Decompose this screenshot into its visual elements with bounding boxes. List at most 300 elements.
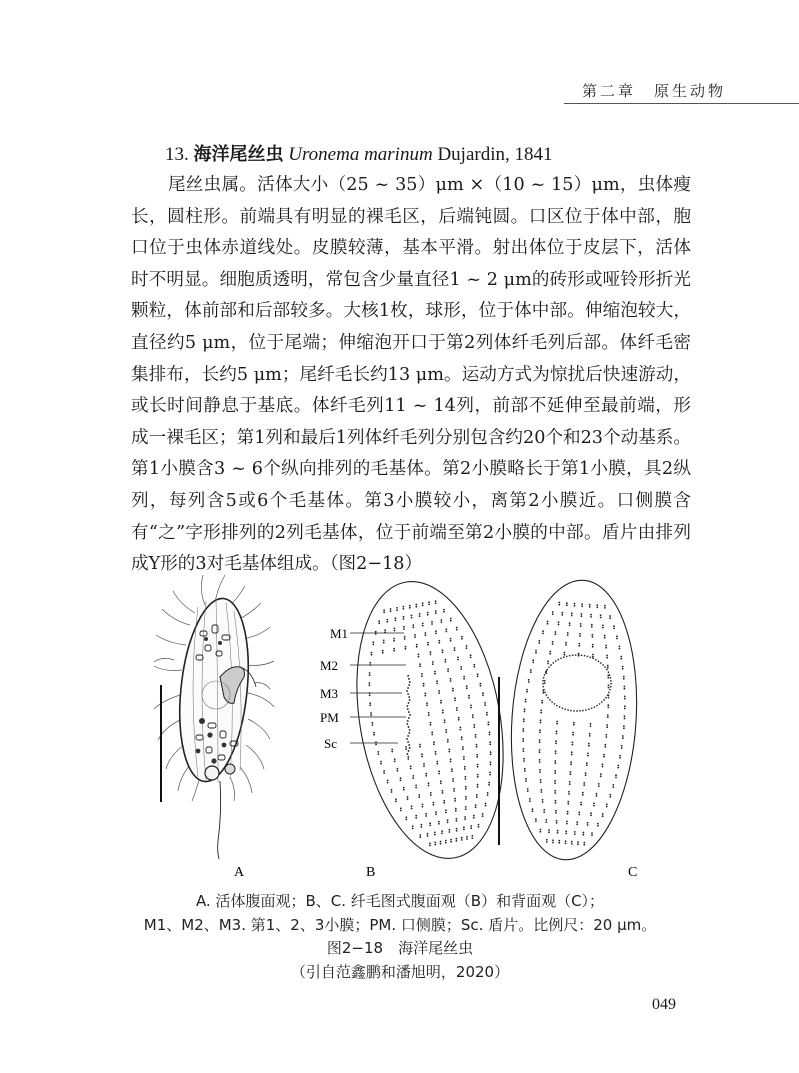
kinetid-dot [582,794,584,796]
kinetid-dot [411,615,413,617]
kinetid-dot [423,765,425,767]
kinetid-dot [567,801,569,803]
kinetid-dot [412,775,414,777]
kinetid-dot [613,628,615,630]
kinetid-dot [369,674,371,676]
kinetid-dot [622,668,624,670]
kinetid-dot [487,794,489,796]
kinetid-dot [471,835,473,837]
kinetid-dot [459,727,461,729]
kinetid-dot [583,782,585,784]
kinetid-dot [468,695,470,697]
kinetid-dot [391,791,393,793]
kinetid-dot [383,770,385,772]
kinetid-dot [484,704,486,706]
kinetid-dot [477,776,479,778]
kinetid-dot [612,786,614,788]
kinetid-dot [395,620,397,622]
kinetid-dot [623,727,625,729]
kinetid-dot [403,789,405,791]
kinetid-dot [523,758,525,760]
kinetid-dot [457,657,459,659]
kinetid-dot [430,654,432,656]
kinetid-dot [434,834,436,836]
kinetid-dot [448,749,450,751]
kinetid-dot [608,687,610,689]
kinetid-dot [600,617,602,619]
kinetid-dot [380,761,382,763]
kinetid-dot [569,781,571,783]
kinetid-dot [436,761,438,763]
kinetid-dot [489,734,491,736]
kinetid-dot [486,714,488,716]
kinetid-dot [410,768,412,770]
kinetid-dot [490,761,492,763]
kinetid-dot [419,834,421,836]
kinetid-dot [430,724,432,726]
kinetid-dot [558,842,560,844]
kinetid-dot [523,718,525,720]
kinetid-dot [403,626,405,628]
kinetid-dot [556,723,558,725]
kinetid-dot [591,832,593,834]
kinetid-dot [598,785,600,787]
kinetid-dot [463,829,465,831]
kinetid-dot [589,735,591,737]
kinetid-dot [522,740,524,742]
kinetid-dot [547,660,549,662]
kinetid-dot [581,603,583,605]
kinetid-dot [393,638,395,640]
kinetid-dot [422,605,424,607]
kinetid-dot [425,775,427,777]
kinetid-dot [443,802,445,804]
kinetid-dot [542,633,544,635]
kinetid-dot [535,821,537,823]
kinetid-dot [445,842,447,844]
kinetid-dot [554,770,556,772]
kinetid-dot [428,714,430,716]
kinetid-dot [580,623,582,625]
kinetid-dot [435,612,437,614]
kinetid-dot [395,800,397,802]
kinetid-dot [445,840,447,842]
kinetid-dot [442,790,444,792]
kinetid-dot [431,623,433,625]
kinetid-dot [457,659,459,661]
kinetid-dot [434,832,436,834]
kinetid-dot [462,746,464,748]
kinetid-dot [558,602,560,604]
kinetid-dot [583,784,585,786]
kinetid-dot [565,642,567,644]
caption-line-2: M1、M2、M3. 第1、2、3小膜；PM. 口侧膜；Sc. 盾片。比例尺：20 μm。 [143,915,657,934]
kinetid-dot [477,786,479,788]
kinetid-dot [460,666,462,668]
kinetid-dot [426,702,428,704]
kinetid-dot [400,810,402,812]
kinetid-dot [456,838,458,840]
kinetid-dot [456,828,458,830]
kinetid-dot [409,607,411,609]
kinetid-dot [465,806,467,808]
kinetid-dot [476,756,478,758]
kinetid-dot [622,666,624,668]
kinetid-dot [395,617,397,619]
kinetid-dot [540,829,542,831]
kinetid-dot [570,771,572,773]
kinetid-dot [571,754,573,756]
kinetid-dot [393,650,395,652]
kinetid-dot [557,832,559,834]
kinetid-dot [418,796,420,798]
kinetid-dot [423,685,425,687]
kinetid-dot [434,844,436,846]
kinetid-dot [552,611,554,613]
kinetid-dot [554,782,556,784]
kinetid-dot [578,811,580,813]
kinetid-dot [427,644,429,646]
kinetid-dot [586,765,588,767]
kinetid-dot [468,697,470,699]
kinetid-dot [566,821,568,823]
kinetid-dot [384,629,386,631]
kinetid-dot [544,680,546,682]
kinetid-dot [555,740,557,742]
kinetid-dot [547,623,549,625]
kinetid-dot [569,783,571,785]
kinetid-dot [452,688,454,690]
kinetid-dot [380,763,382,765]
kinetid-dot [412,825,414,827]
kinetid-dot [609,796,611,798]
kinetid-dot [465,798,467,800]
kinetid-dot [419,663,421,665]
kinetid-dot [447,668,449,670]
kinetid-dot [453,788,455,790]
kinetid-dot [431,731,433,733]
kinetid-dot [456,707,458,709]
kinetid-dot [418,794,420,796]
panel-label-a: A [234,865,245,880]
kinetid-dot [447,741,449,743]
kinetid-dot [425,815,427,817]
kinetid-dot [427,833,429,835]
kinetid-dot [422,623,424,625]
kinetid-dot [466,685,468,687]
kinetid-dot [445,659,447,661]
kinetid-dot [435,811,437,813]
species-author: Dujardin, 1841 [437,144,553,165]
kinetid-dot [624,696,626,698]
kinetid-dot [375,631,377,633]
kinetid-dot [589,604,591,606]
kinetid-dot [435,633,437,635]
kinetid-dot [556,721,558,723]
species-number: 13. [165,144,189,165]
kinetid-dot [579,635,581,637]
kinetid-dot [421,675,423,677]
kinetid-dot [609,794,611,796]
kinetid-dot [415,604,417,606]
kinetid-dot [528,679,530,681]
kinetid-dot [391,749,393,751]
kinetid-dot [593,803,595,805]
kinetid-dot [433,743,435,745]
kinetid-dot [434,671,436,673]
kinetid-dot [487,792,489,794]
kinetid-dot [472,714,474,716]
kinetid-dot [394,628,396,630]
species-latin-name: Uronema marinum [288,144,433,165]
kinetid-dot [445,809,447,811]
kinetid-dot [555,812,557,814]
kinetid-dot [435,602,437,604]
kinetid-dot [607,707,609,709]
kinetid-dot [569,622,571,624]
kinetid-dot [488,782,490,784]
kinetid-dot [435,813,437,815]
kinetid-dot [539,761,541,763]
kinetid-dot [603,756,605,758]
caption-figure-title: 图2−18 海洋尾丝虫 [326,939,474,957]
kinetid-dot [528,681,530,683]
kinetid-dot [370,712,372,714]
kinetid-dot [431,734,433,736]
kinetid-dot [552,839,554,841]
kinetid-dot [566,823,568,825]
kinetid-dot [565,840,567,842]
kinetid-dot [548,829,550,831]
kinetid-dot [461,638,463,640]
kinetid-dot [421,826,423,828]
kinetid-dot [458,717,460,719]
kinetid-dot [587,755,589,757]
panel-a-cell-illustration [154,575,274,859]
kinetid-dot [612,784,614,786]
kinetid-dot [603,754,605,756]
kinetid-dot [608,685,610,687]
kinetid-dot [547,621,549,623]
kinetid-dot [488,784,490,786]
kinetid-dot [542,630,544,632]
kinetid-dot [405,748,407,750]
kinetid-dot [620,656,622,658]
kinetid-dot [617,767,619,769]
kinetid-dot [445,631,447,633]
kinetid-dot [624,705,626,707]
kinetid-dot [598,783,600,785]
kinetid-dot [574,833,576,835]
kinetid-dot [465,776,467,778]
kinetid-dot [567,811,569,813]
kinetid-dot [538,642,540,644]
kinetid-dot [433,741,435,743]
kinetid-dot [419,836,421,838]
kinetid-dot [561,612,563,614]
kinetid-dot [462,748,464,750]
kinetid-dot [581,615,583,617]
kinetid-dot [383,772,385,774]
kinetid-dot [450,620,452,622]
kinetid-dot [382,650,384,652]
kinetid-dot [617,765,619,767]
kinetid-dot [568,793,570,795]
kinetid-dot [554,760,556,762]
kinetid-dot [607,667,609,669]
chapter-title: 第二章 原生动物 [582,82,727,100]
kinetid-dot [463,826,465,828]
kinetid-dot [604,637,606,639]
kinetid-dot [400,777,402,779]
kinetid-dot [463,756,465,758]
kinetid-dot [440,700,442,702]
kinetid-dot [485,803,487,805]
kinetid-dot [449,829,451,831]
kinetid-dot [454,647,456,649]
kinetid-dot [470,705,472,707]
kinetid-dot [524,708,526,710]
kinetid-dot [377,753,379,755]
kinetid-dot [445,628,447,630]
kinetid-dot [453,790,455,792]
kinetid-dot [416,646,418,648]
kinetid-dot [541,789,543,791]
description [131,170,691,581]
kinetid-dot [589,606,591,608]
kinetid-dot [394,758,396,760]
kinetid-dot [372,644,374,646]
kinetid-dot [602,625,604,627]
kinetid-dot [370,714,372,716]
kinetid-dot [590,812,592,814]
kinetid-dot [590,723,592,725]
kinetid-dot [454,800,456,802]
kinetid-dot [407,796,409,798]
kinetid-dot [438,773,440,775]
kinetid-dot [404,636,406,638]
kinetid-dot [567,803,569,805]
kinetid-dot [422,625,424,627]
kinetid-dot [532,808,534,810]
kinetid-dot [424,695,426,697]
kinetid-dot [421,673,423,675]
kinetid-dot [523,720,525,722]
kinetid-dot [442,649,444,651]
kinetid-dot [371,652,373,654]
kinetid-dot [475,734,477,736]
kinetid-dot [567,813,569,815]
kinetid-dot [432,661,434,663]
kinetid-dot [390,608,392,610]
kinetid-dot [524,711,526,713]
kinetid-dot [540,710,542,712]
kinetid-dot [428,604,430,606]
kinetid-dot [405,646,407,648]
kinetid-dot [600,614,602,616]
kinetid-dot [411,617,413,619]
kinetid-dot [466,687,468,689]
kinetid-dot [578,645,580,647]
kinetid-dot [425,634,427,636]
kinetid-dot [403,606,405,608]
kinetid-dot [404,638,406,640]
kinetid-dot [606,657,608,659]
kinetid-dot [438,770,440,772]
kinetid-dot [604,605,606,607]
kinetid-dot [566,602,568,604]
kinetid-dot [539,751,541,753]
kinetid-dot [545,819,547,821]
kinetid-dot [588,745,590,747]
kinetid-dot [592,634,594,636]
kinetid-dot [455,810,457,812]
kinetid-dot [443,611,445,613]
kinetid-dot [390,610,392,612]
kinetid-dot [435,600,437,602]
panel-b-ventral-infraciliature [320,570,523,870]
figure-2-18 [150,565,670,885]
kinetid-dot [478,824,480,826]
kinetid-dot [447,821,449,823]
kinetid-dot [490,754,492,756]
kinetid-dot [400,780,402,782]
kinetid-dot [447,739,449,741]
kinetid-dot [571,843,573,845]
kinetid-dot [609,615,611,617]
kinetid-dot [442,792,444,794]
kinetid-dot [608,697,610,699]
kinetid-dot [581,605,583,607]
kinetid-dot [596,607,598,609]
kinetid-dot [624,715,626,717]
kinetid-dot [473,815,475,817]
kinetid-dot [435,610,437,612]
kinetid-dot [623,676,625,678]
kinetid-dot [616,635,618,637]
header-rule [564,103,799,104]
kinetid-dot [482,695,484,697]
kinetid-dot [419,613,421,615]
kinetid-dot [607,714,609,716]
kinetid-dot [602,813,604,815]
kinetid-dot [440,841,442,843]
kinetid-dot [565,842,567,844]
kinetid-dot [369,704,371,706]
caption-line-1: A. 活体腹面观；B、C. 纤毛图式腹面观（B）和背面观（C）； [195,892,605,910]
kinetid-dot [371,654,373,656]
kinetid-dot [422,804,424,806]
kinetid-dot [535,652,537,654]
kinetid-dot [604,607,606,609]
kinetid-dot [578,643,580,645]
kinetid-dot [461,739,463,741]
kinetid-dot [607,665,609,667]
kinetid-dot [589,733,591,735]
kinetid-dot [568,791,570,793]
kinetid-dot [428,601,430,603]
kinetid-dot [435,751,437,753]
kinetid-dot [450,680,452,682]
kinetid-dot [456,709,458,711]
kinetid-dot [554,780,556,782]
kinetid-dot [441,832,443,834]
kinetid-dot [470,825,472,827]
kinetid-dot [449,831,451,833]
kinetid-dot [412,828,414,830]
kinetid-dot [473,664,475,666]
kinetid-dot [391,751,393,753]
